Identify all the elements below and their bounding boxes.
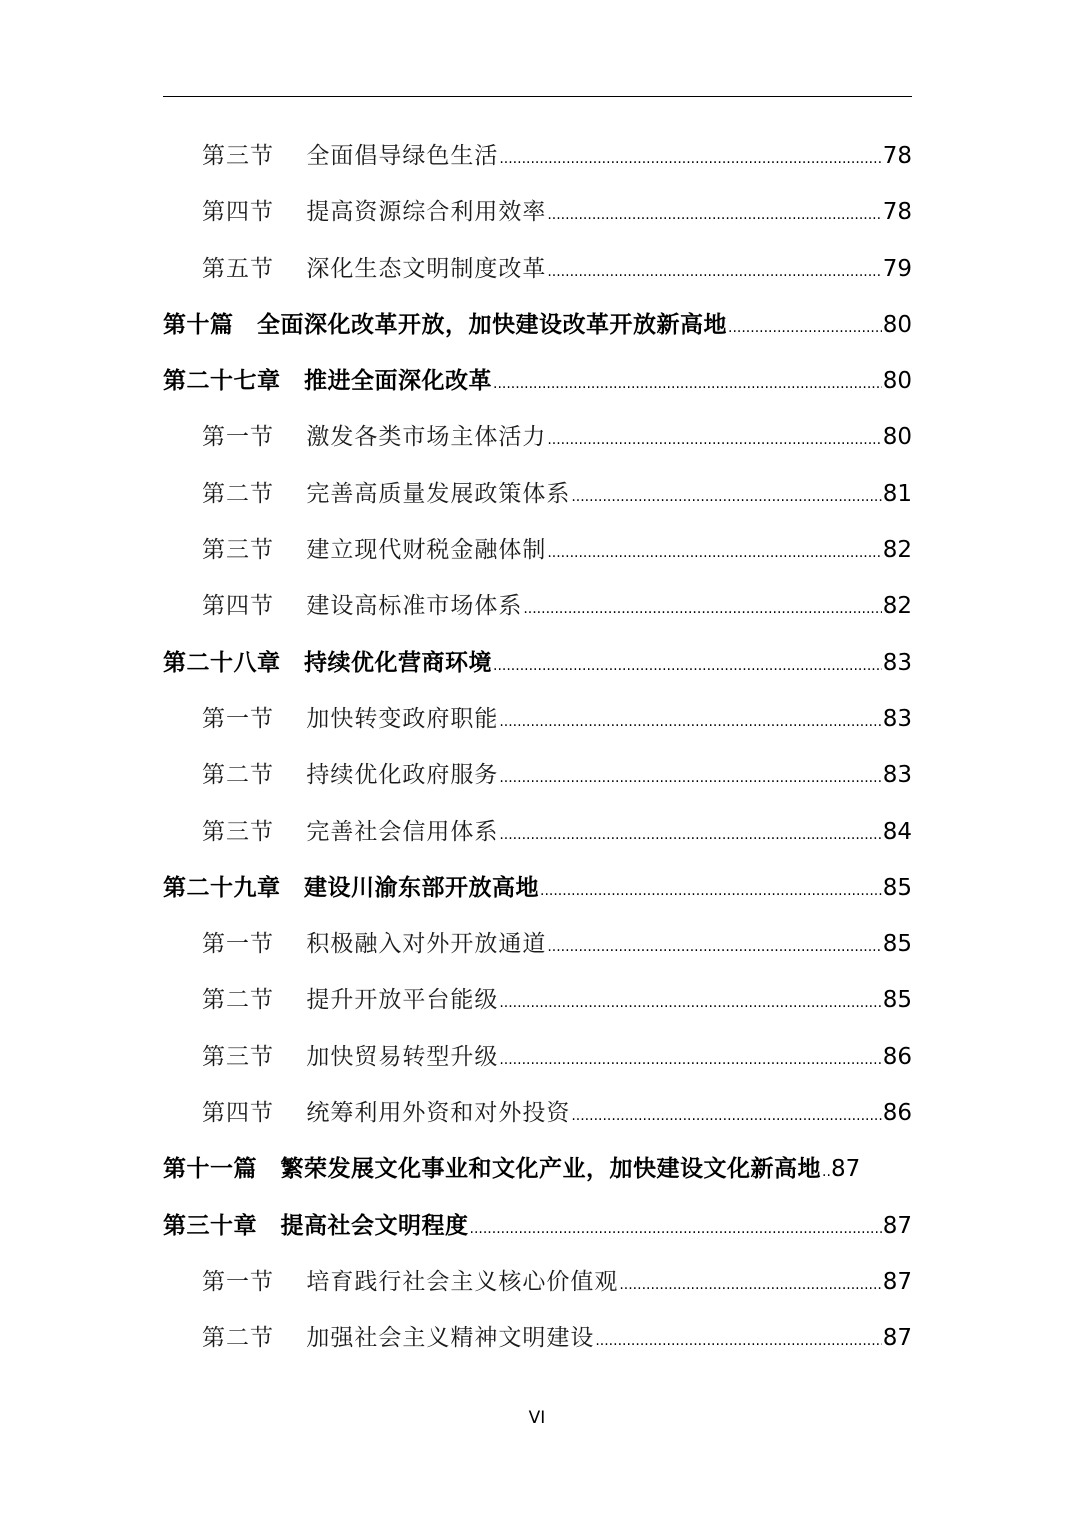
toc-entry-chapter[interactable] [163, 1198, 912, 1254]
dot-leader [523, 581, 881, 634]
toc-entry-page: 81 [882, 480, 912, 507]
dot-leader [540, 863, 882, 916]
toc-entry[interactable] [163, 1254, 912, 1310]
toc-entry-page: 80 [882, 368, 912, 395]
toc-entry-title: 推进全面深化改革 [304, 368, 492, 395]
toc-entry[interactable] [163, 522, 912, 578]
toc-entry-number: 第五节 [202, 255, 274, 282]
toc-entry-chapter[interactable] [163, 860, 912, 916]
toc-entry-number: 第二节 [202, 762, 274, 789]
toc-entry-title: 全面深化改革开放，加快建设改革开放新高地 [257, 311, 727, 338]
toc-entry-number: 第四节 [202, 199, 274, 226]
toc-entry-number: 第二十七章 [163, 368, 281, 395]
toc-entry[interactable] [163, 691, 912, 747]
toc-entry-number: 第十篇 [163, 311, 234, 338]
toc-entry-page: 87 [882, 1268, 912, 1295]
toc-entry-number: 第四节 [202, 1100, 274, 1127]
toc-entry[interactable] [163, 578, 912, 634]
dot-leader [547, 187, 881, 240]
dot-leader [571, 469, 881, 522]
toc-entry-number: 第四节 [202, 593, 274, 620]
toc-entry-number: 第三节 [202, 143, 274, 169]
toc-entry-part[interactable] [163, 1141, 912, 1197]
toc-entry[interactable] [163, 409, 912, 465]
dot-leader [493, 638, 882, 691]
toc-entry-number: 第二节 [202, 1325, 274, 1352]
toc-entry-number: 第十一篇 [163, 1156, 257, 1183]
dot-leader [571, 1088, 881, 1141]
toc-entry-page: 87 [882, 1325, 912, 1352]
toc-entry-number: 第二节 [202, 987, 274, 1014]
toc-entry-title: 提高资源综合利用效率 [306, 199, 547, 226]
toc-entry-title: 积极融入对外开放通道 [306, 931, 547, 958]
toc-entry-title: 繁荣发展文化事业和文化产业，加快建设文化新高地 [280, 1156, 821, 1183]
toc-entry-title: 提高社会文明程度 [280, 1212, 469, 1239]
dot-leader [595, 1313, 881, 1366]
toc-entry-title: 持续优化政府服务 [306, 762, 499, 789]
toc-entry-title: 全面倡导绿色生活 [306, 143, 499, 169]
toc-entry-page: 85 [882, 874, 912, 901]
toc-entry[interactable] [163, 1310, 912, 1366]
toc-entry-page: 82 [882, 593, 912, 620]
toc-entry[interactable] [163, 184, 912, 240]
toc-entry[interactable] [163, 972, 912, 1028]
toc-entry-title: 完善社会信用体系 [306, 818, 499, 845]
toc-entry-number: 第三节 [202, 1043, 274, 1070]
toc-entry-chapter[interactable] [163, 353, 912, 409]
toc-entry-title: 加快转变政府职能 [306, 705, 499, 732]
toc-entry-title: 加快贸易转型升级 [306, 1043, 499, 1070]
table-of-contents [163, 128, 912, 1367]
dot-leader [547, 412, 881, 465]
dot-leader [499, 750, 881, 803]
toc-entry-chapter[interactable] [163, 635, 912, 691]
dot-leader [619, 1257, 881, 1310]
toc-entry-page: 80 [882, 311, 912, 338]
dot-leader [547, 919, 881, 972]
dot-leader [499, 1032, 881, 1085]
dot-leader [822, 1144, 830, 1197]
toc-entry-title: 激发各类市场主体活力 [306, 424, 547, 451]
toc-entry-title: 培育践行社会主义核心价值观 [306, 1268, 619, 1295]
toc-entry-number: 第二十八章 [163, 649, 281, 676]
toc-entry-title: 统筹利用外资和对外投资 [306, 1100, 571, 1127]
toc-entry-title: 建设川渝东部开放高地 [304, 874, 539, 901]
toc-entry-page: 85 [882, 987, 912, 1014]
header-rule [163, 96, 912, 97]
toc-entry-title: 深化生态文明制度改革 [306, 255, 547, 282]
toc-entry-number: 第三节 [202, 818, 274, 845]
toc-entry-page: 83 [882, 705, 912, 732]
dot-leader [547, 244, 881, 297]
toc-entry-title: 建设高标准市场体系 [306, 593, 523, 620]
toc-entry-page: 78 [882, 199, 912, 226]
toc-entry-page: 82 [882, 537, 912, 564]
toc-entry-page: 78 [882, 143, 912, 169]
toc-entry-page: 84 [882, 818, 912, 845]
toc-entry[interactable] [163, 1085, 912, 1141]
toc-entry-page: 83 [882, 762, 912, 789]
toc-entry[interactable] [163, 128, 912, 184]
dot-leader [470, 1201, 882, 1254]
toc-entry-page: 80 [882, 424, 912, 451]
toc-entry-page: 87 [882, 1212, 912, 1239]
toc-entry-title: 提升开放平台能级 [306, 987, 499, 1014]
dot-leader [499, 807, 881, 860]
dot-leader [499, 131, 881, 184]
page-number: VI [528, 1408, 546, 1428]
toc-entry[interactable] [163, 466, 912, 522]
toc-entry-title: 持续优化营商环境 [304, 649, 492, 676]
toc-entry-page: 83 [882, 649, 912, 676]
toc-entry-page: 86 [882, 1100, 912, 1127]
toc-entry-number: 第三十章 [163, 1212, 257, 1239]
toc-entry-number: 第一节 [202, 705, 274, 732]
dot-leader [493, 356, 882, 409]
toc-entry-number: 第二节 [202, 480, 274, 507]
toc-entry-number: 第二十九章 [163, 874, 281, 901]
dot-leader [499, 975, 881, 1028]
toc-entry-number: 第一节 [202, 424, 274, 451]
toc-entry-number: 第一节 [202, 1268, 274, 1295]
toc-entry-number: 第三节 [202, 537, 274, 564]
dot-leader [547, 525, 881, 578]
dot-leader [499, 694, 881, 747]
toc-entry-page: 85 [882, 931, 912, 958]
toc-entry-page: 86 [882, 1043, 912, 1070]
toc-entry-part[interactable] [163, 297, 912, 353]
toc-entry-page: 79 [882, 255, 912, 282]
dot-leader [728, 300, 882, 353]
toc-entry[interactable] [163, 1029, 912, 1085]
toc-entry-title: 建立现代财税金融体制 [306, 537, 547, 564]
toc-entry[interactable] [163, 804, 912, 860]
toc-entry-number: 第一节 [202, 931, 274, 958]
toc-entry-page: 87 [831, 1156, 861, 1183]
toc-entry-title: 完善高质量发展政策体系 [306, 480, 571, 507]
toc-entry[interactable] [163, 241, 912, 297]
toc-entry[interactable] [163, 916, 912, 972]
toc-entry-title: 加强社会主义精神文明建设 [306, 1325, 595, 1352]
toc-entry[interactable] [163, 747, 912, 803]
